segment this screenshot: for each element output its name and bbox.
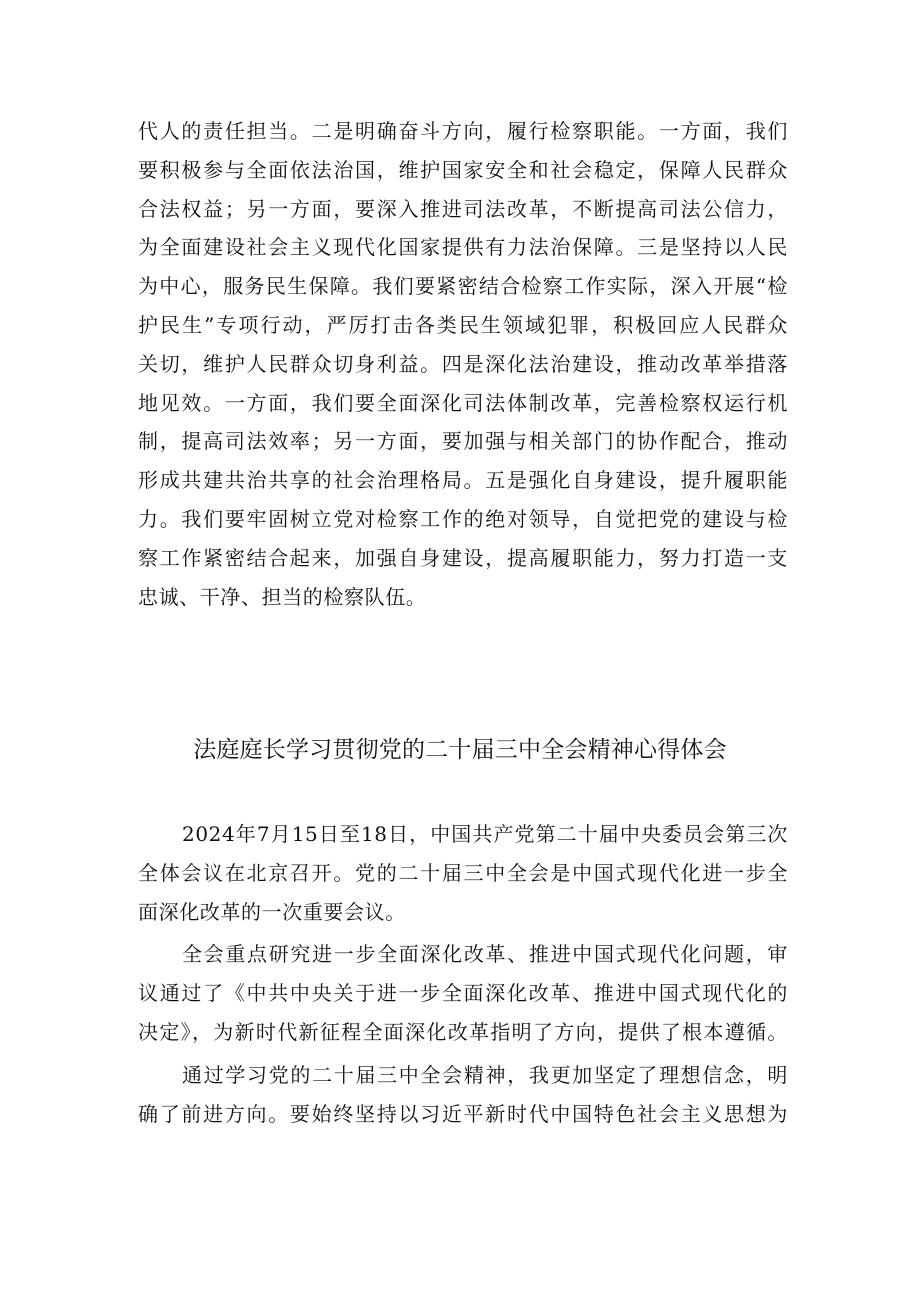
- text-line: 察工作紧密结合起来，加强自身建设，提高履职能力，努力打造一支: [138, 545, 788, 570]
- section-title: 法庭庭长学习贯彻党的二十届三中全会精神心得体会: [193, 737, 727, 763]
- text-line: 全会重点研究进一步全面深化改革、推进中国式现代化问题，审: [182, 942, 788, 967]
- paragraph: [138, 935, 788, 1051]
- text-line: 护民生”专项行动，严厉打击各类民生领域犯罪，积极回应人民群众: [138, 312, 788, 337]
- text-line: 制，提高司法效率；另一方面，要加强与相关部门的协作配合，推动: [138, 429, 788, 454]
- text-line: 通过学习党的二十届三中全会精神，我更加坚定了理想信念，明: [182, 1062, 788, 1087]
- text-line: 力。我们要牢固树立党对检察工作的绝对领导，自觉把党的建设与检: [138, 506, 788, 531]
- text-line: 2024年7月15日至18日，中国共产党第二十届中央委员会第三次: [182, 822, 788, 846]
- text-line: 为中心，服务民生保障。我们要紧密结合检察工作实际，深入开展“检: [138, 274, 788, 299]
- continued-paragraph: [138, 112, 788, 616]
- text-line: 地见效。一方面，我们要全面深化司法体制改革，完善检察权运行机: [138, 390, 788, 415]
- paragraph: [138, 815, 788, 931]
- text-line: 形成共建共治共享的社会治理格局。五是强化自身建设，提升履职能: [138, 468, 788, 493]
- text-line: 决定》，为新时代新征程全面深化改革指明了方向，提供了根本遵循。: [138, 1019, 788, 1044]
- text-line: 要积极参与全面依法治国，维护国家安全和社会稳定，保障人民群众: [138, 157, 788, 182]
- text-line: 代人的责任担当。二是明确奋斗方向，履行检察职能。一方面，我们: [138, 119, 788, 143]
- text-line: 面深化改革的一次重要会议。: [138, 899, 406, 924]
- article-body: [138, 815, 788, 1137]
- text-line: 关切，维护人民群众切身利益。四是深化法治建设，推动改革举措落: [138, 351, 788, 376]
- text-line: 合法权益；另一方面，要深入推进司法改革，不断提高司法公信力，: [138, 196, 788, 221]
- text-line: 忠诚、干净、担当的检察队伍。: [138, 584, 427, 609]
- paragraph: [138, 1056, 788, 1134]
- text-line: 议通过了《中共中央关于进一步全面深化改革、推进中国式现代化的: [138, 981, 788, 1006]
- text-line: 全体会议在北京召开。党的二十届三中全会是中国式现代化进一步全: [138, 860, 788, 885]
- text-line: 为全面建设社会主义现代化国家提供有力法治保障。三是坚持以人民: [138, 235, 788, 260]
- text-line: 确了前进方向。要始终坚持以习近平新时代中国特色社会主义思想为: [138, 1101, 788, 1126]
